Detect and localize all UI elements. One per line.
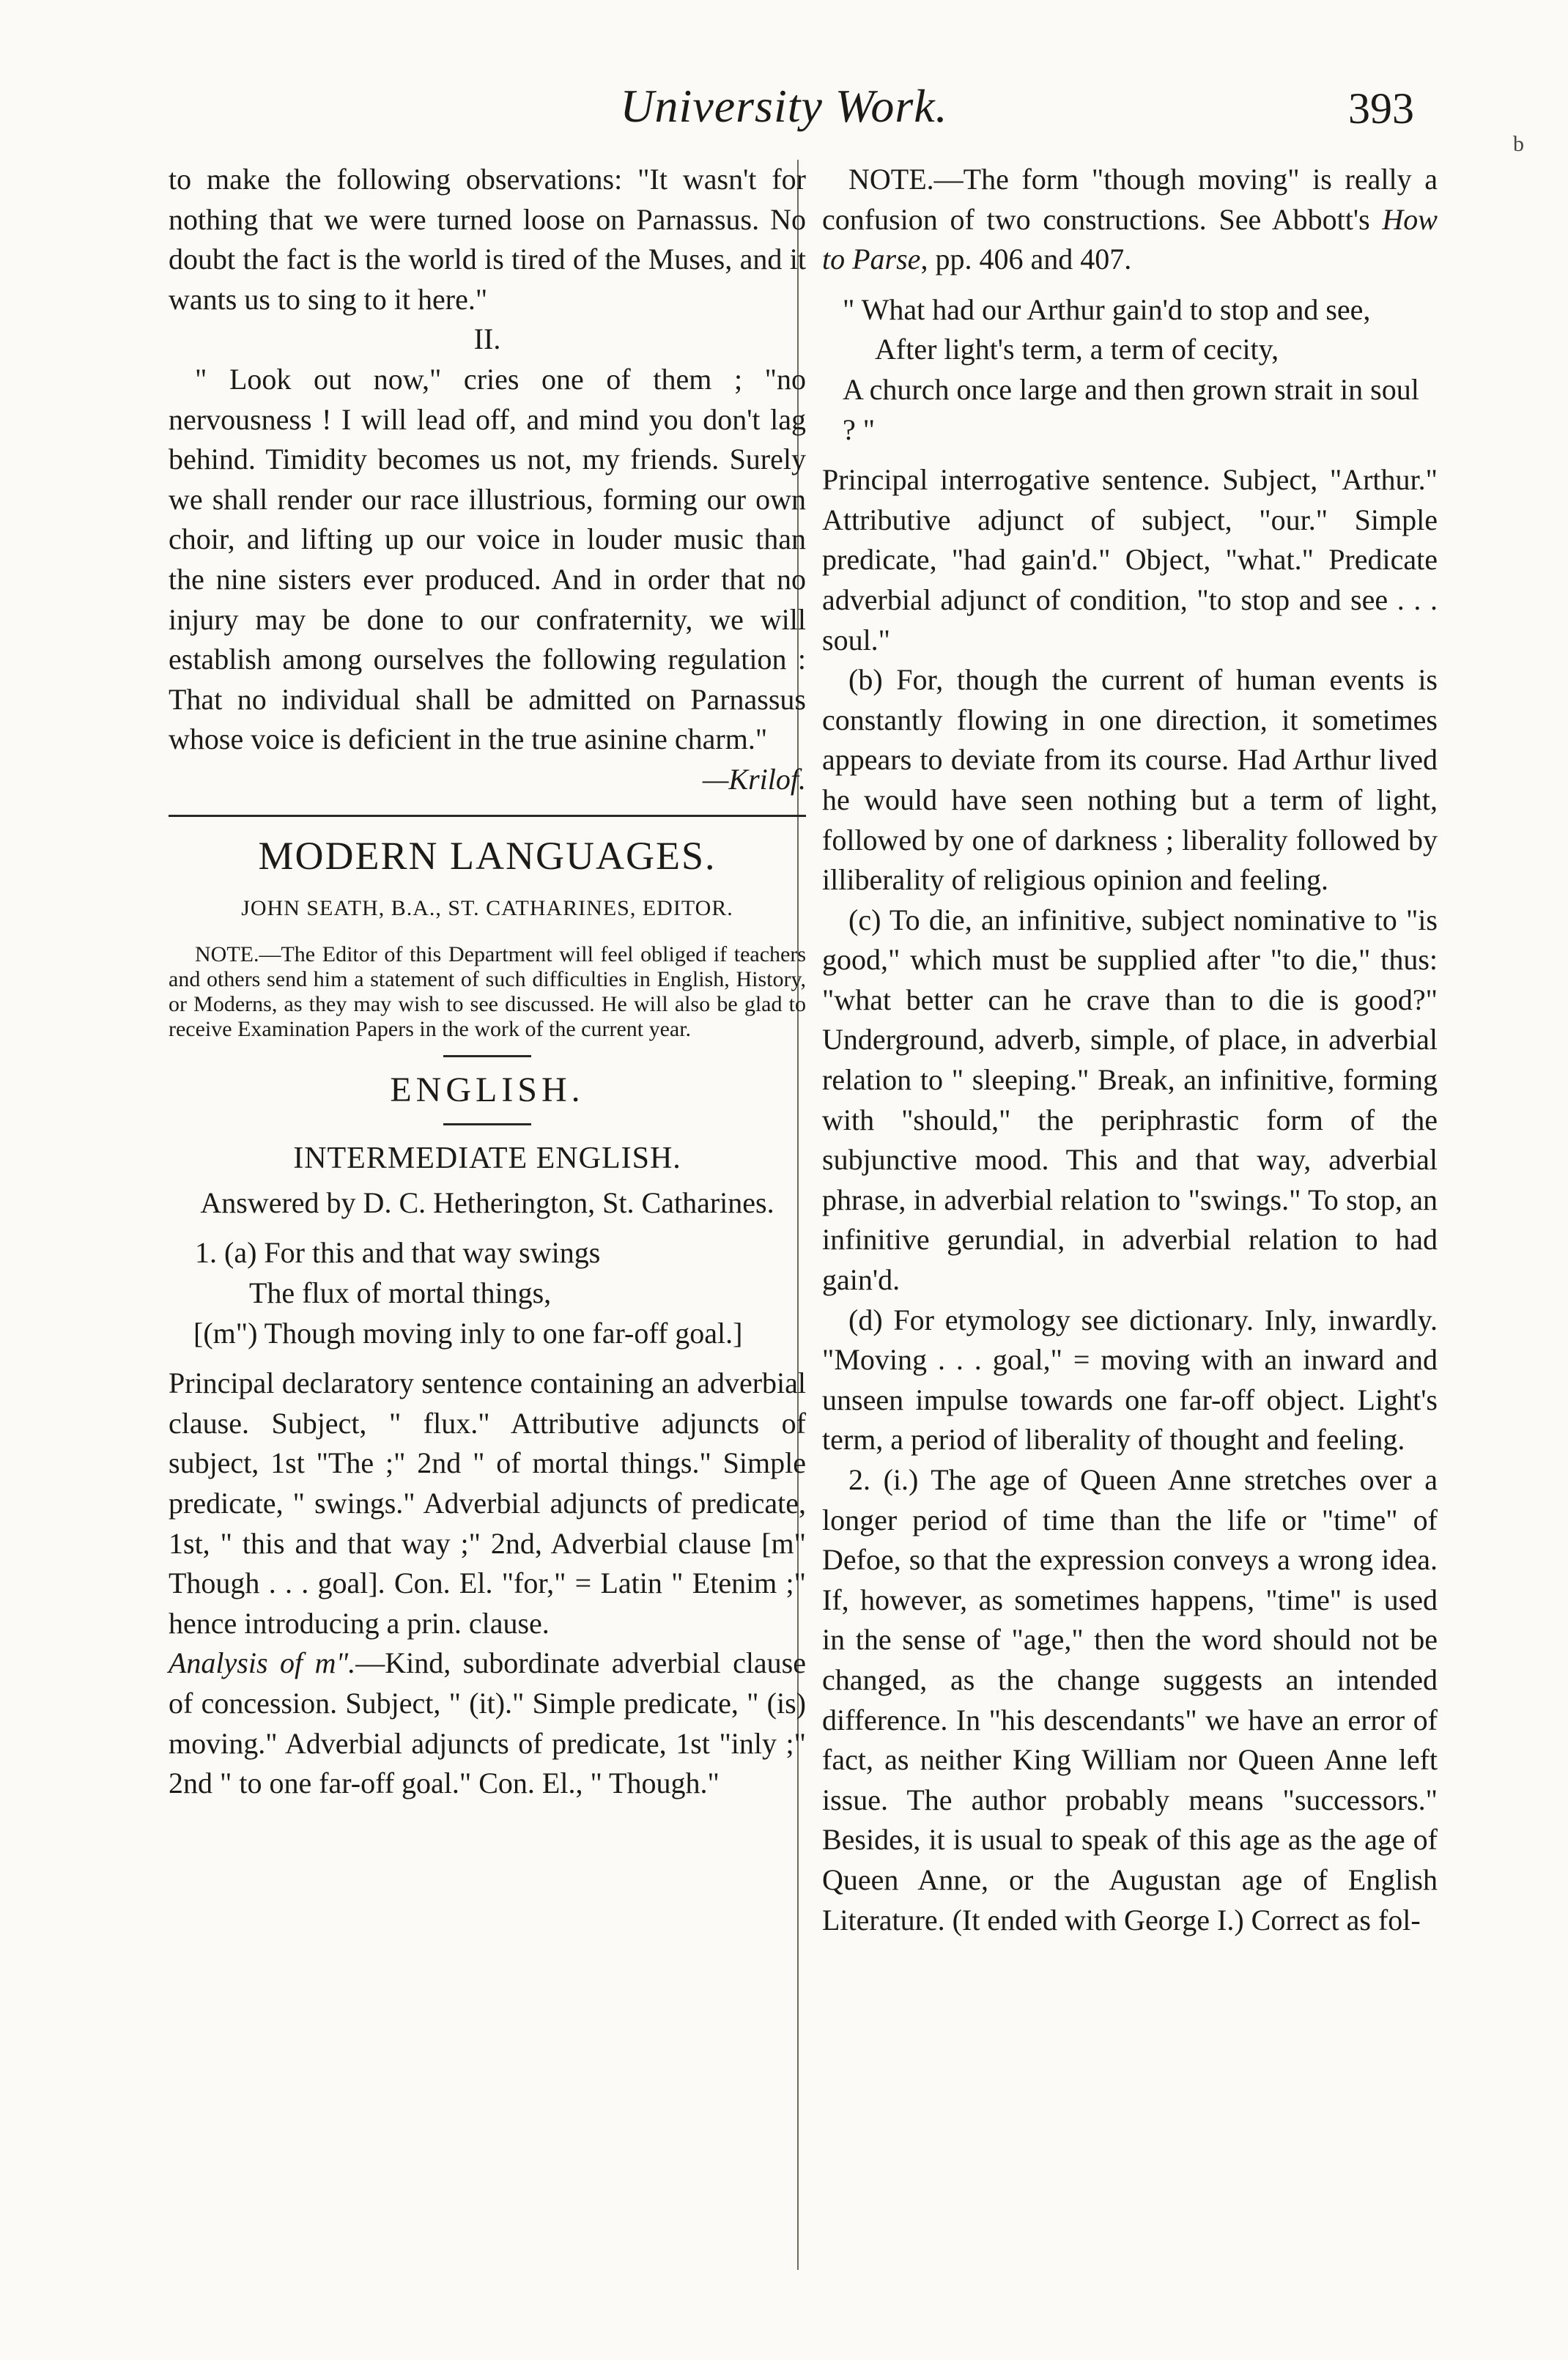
margin-mark: b	[1513, 132, 1524, 156]
note-lead: NOTE.	[848, 163, 934, 196]
subsection-title: ENGLISH.	[390, 1070, 585, 1109]
attribution: —Krilof.	[702, 762, 806, 796]
paragraph: to make the following observations: "It wasn't for nothing that we were turned loose on Parnassus. No doubt the fact is the world is tired of the Muses, and it wants us to sing to it here."	[169, 163, 806, 316]
question-line: [(m") Though moving inly to one far-off goal.]	[193, 1316, 743, 1350]
section-numeral: II.	[473, 322, 501, 356]
section-title: MODERN LANGUAGES.	[258, 833, 717, 878]
right-column	[822, 160, 1438, 1940]
paragraph: Principal declaratory sentence containing an adverbial clause. Subject, " flux." Attributive adjuncts of subject, 1st "The ;" 2nd " of mortal things." Simple predicate, " swings." Adverbial adjuncts of predicate, 1st, " this and that way ;" 2nd, Adverbial clause [m" Though . . . goal]. Con. El. "for," = Latin " Etenim ;" hence introducing a prin. clause.	[169, 1366, 806, 1640]
paragraph-lead: Analysis of m".	[169, 1646, 356, 1680]
sub-subsection-title: INTERMEDIATE ENGLISH.	[293, 1142, 681, 1176]
verse-line: " What had our Arthur gain'd to stop and see,	[843, 292, 1371, 326]
editor-note: NOTE.—The Editor of this Department will feel obliged if teachers and others send him a statement of such difficulties in English, History, or Moderns, as they may wish to see discussed. He will also be glad to receive Examination Papers in the work of the current year.	[169, 942, 806, 1041]
question-line: The flux of mortal things,	[249, 1276, 552, 1310]
verse-line: After light's term, a term of cecity,	[875, 333, 1279, 366]
note-text: —The form "though moving" is really a confusion of two constructions. See Abbott's	[822, 163, 1438, 236]
paragraph: (c) To die, an infinitive, subject nominative to "is good," which must be supplied after "to die," thus: "what better can he crave than to die is good?" Underground, adverb, simple, of place, in adverbial relation to " sleeping." Break, an infinitive, forming with "should," the periphrastic form of the subjunctive mood. This and that way, adverbial phrase, in adverbial relation to "swings." To stop, an infinitive gerundial, in adverbial relation to had gain'd.	[822, 903, 1438, 1297]
note-title: How to Parse	[822, 202, 1438, 276]
paragraph: " Look out now," cries one of them ; "no nervousness ! I will lead off, and mind you don't lag behind. Timidity becomes us not, my friends. Surely we shall render our race illustrious, forming our own choir, and lifting up our voice in louder music than the nine sisters ever produced. And in order that no injury may be done to our confraternity, we will establish among ourselves the following regulation : That no individual shall be admitted on Parnassus whose voice is deficient in the true asinine charm."	[169, 362, 806, 756]
short-rule	[443, 1055, 531, 1057]
paragraph: (d) For etymology see dictionary. Inly, inwardly. "Moving . . . goal," = moving with an inward and unseen impulse towards one far-off object. Light's term, a period of liberality of thought and feeling.	[822, 1303, 1438, 1457]
running-title: University Work.	[620, 80, 948, 132]
verse-line: A church once large and then grown strait in soul ? "	[843, 372, 1419, 446]
answered-by: Answered by D. C. Hetherington, St. Catharines.	[200, 1185, 774, 1219]
paragraph: —Kind, subordinate adverbial clause of concession. Subject, " (it)." Simple predicate, " (is) moving." Adverbial adjuncts of predicate, 1st "inly ;" 2nd " to one far-off goal." Con. El., " Though."	[169, 1646, 807, 1800]
page-number: 393	[1348, 84, 1414, 133]
paragraph: (b) For, though the current of human events is constantly flowing in one direction, it sometimes appears to deviate from its course. Had Arthur lived he would have seen nothing but a term of light, followed by one of darkness ; liberality followed by illiberality of religious opinion and feeling.	[822, 663, 1438, 897]
left-column	[169, 160, 806, 1804]
section-rule	[169, 815, 806, 817]
note-end: , pp. 406 and 407.	[920, 243, 1132, 276]
question-line: 1. (a) For this and that way swings	[195, 1236, 601, 1270]
editor-line: JOHN SEATH, B.A., ST. CATHARINES, EDITOR.	[241, 896, 733, 921]
paragraph: 2. (i.) The age of Queen Anne stretches over a longer period of time than the life or "time" of Defoe, so that the expression conveys a wrong idea. If, however, as sometimes happens, "time" is used in the sense of "age," then the word should not be changed, as the change suggests an intended difference. In "his descendants" we have an error of fact, as neither King William nor Queen Anne left issue. The author probably means "successors." Besides, it is usual to speak of this age as the age of Queen Anne, or the Augustan age of English Literature. (It ended with George I.) Correct as fol-	[822, 1463, 1438, 1937]
paragraph: Principal interrogative sentence. Subject, "Arthur." Attributive adjunct of subject, "our." Simple predicate, "had gain'd." Object, "what." Predicate adverbial adjunct of condition, "to stop and see . . . soul."	[822, 463, 1438, 656]
running-head	[0, 79, 1568, 145]
short-rule	[443, 1123, 531, 1125]
